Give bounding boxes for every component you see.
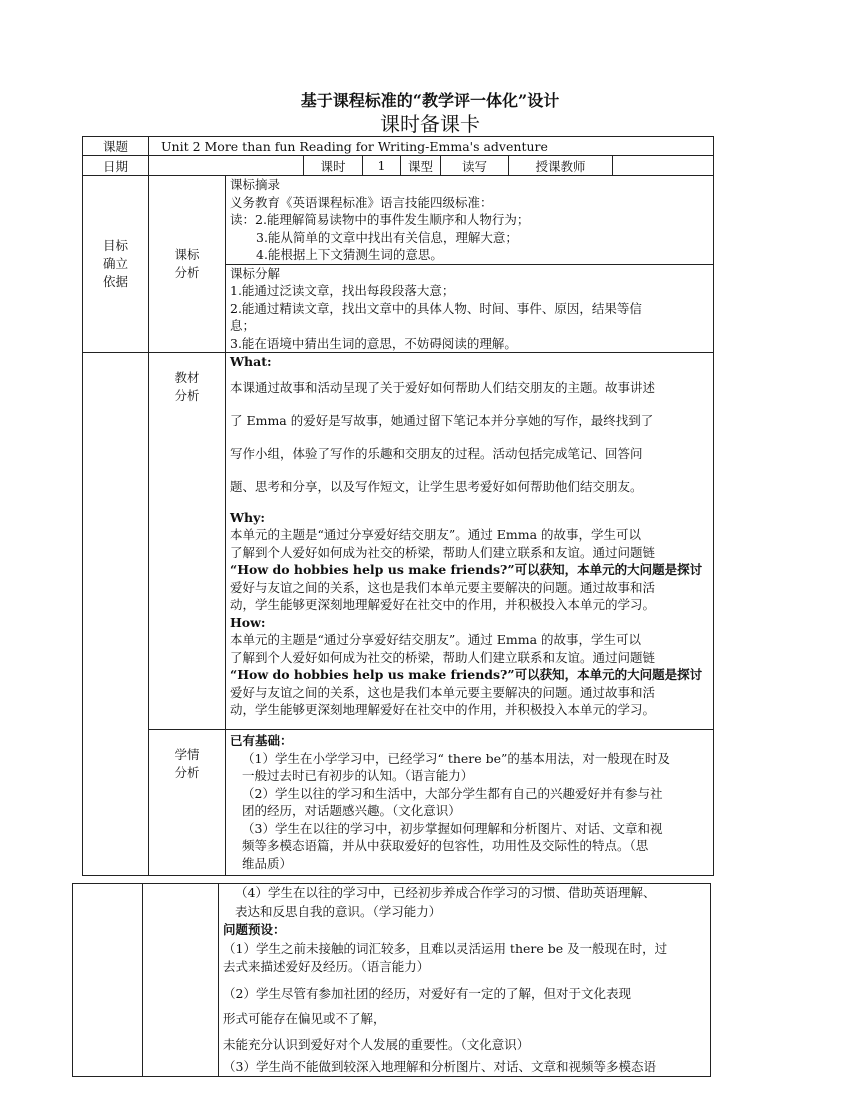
student-analysis-cell xyxy=(226,730,714,876)
problem-line: 未能充分认识到爱好对个人发展的重要性。（文化意识） xyxy=(223,1036,530,1052)
teacher-value xyxy=(613,156,714,176)
page-title: 基于课程标准的“教学评一体化”设计 xyxy=(300,91,560,110)
excerpt-line: 3.能从简单的文章中找出有关信息，理解大意； xyxy=(256,229,518,245)
period-label: 课时 xyxy=(304,156,363,176)
excerpt-line: 4.能根据上下文猜测生词的意思。 xyxy=(256,247,443,262)
basis-line: 维品质） xyxy=(242,855,293,871)
topic-label: 课题 xyxy=(83,137,149,156)
excerpt-line: 义务教育《英语课程标准》语言技能四级标准： xyxy=(230,194,493,210)
type-value: 读写 xyxy=(441,156,509,176)
type-label: 课型 xyxy=(401,156,441,176)
basis-line: （1）学生在小学学习中，已经学习“ there be”的基本用法，对一般现在时及 xyxy=(242,750,670,766)
topic-value: Unit 2 More than fun Reading for Writing-Emma's adventure xyxy=(149,137,714,156)
standard-breakdown-cell xyxy=(226,264,714,353)
cont-line: 表达和反思自我的意识。（学习能力） xyxy=(235,903,442,919)
cont-text-cell xyxy=(219,884,711,1077)
cont-line: （4）学生在以往的学习中，已经初步养成合作学习的习惯、借助英语理解、 xyxy=(235,885,656,900)
what-text: 本课通过故事和活动呈现了关于爱好如何帮助人们结交朋友的主题。故事讲述 了 Emma 的爱好是写故事，她通过留下笔记本并分享她的写作，最终找到了 写作小组，体验了写作的乐趣和交朋友的过程。活动包括完成笔记、回答问 题、思考和分享，以及写作短文，让学生思考爱好如何帮助他们结交朋友。 xyxy=(230,379,656,494)
breakdown-line: 3.能在语境中猜出生词的意思，不妨碍阅读的理解。 xyxy=(230,335,517,351)
basis-line: 团的经历，对话题感兴趣。（文化意识） xyxy=(242,803,461,818)
how-text: 本单元的主题是“通过分享爱好结交朋友”。通过 Emma 的故事，学生可以 了解到个人爱好如何成为社交的桥梁，帮助人们建立联系和友谊。通过问题链 “How do hobbies help us make friends?”可以获知，本单元的大问题是探讨 爱好与友谊之间的关系，这也是我们本单元要主要解决的问题。通过故事和活 动，学生能够更深刻地理解爱好在社交中的作用，并积极投入本单元的学习。 xyxy=(230,632,703,717)
teacher-label: 授课教师 xyxy=(509,156,613,176)
breakdown-line: 息； xyxy=(230,318,256,333)
lesson-card-table xyxy=(82,136,714,876)
problem-line: （3）学生尚不能做到较深入地理解和分析图片、对话、文章和视频等多模态语 xyxy=(223,1058,656,1074)
standard-analysis-label: 课标分析 xyxy=(149,176,226,353)
date-value xyxy=(149,156,304,176)
textbook-analysis-label: 教材分析 xyxy=(149,353,226,730)
problem-line: （2）学生尽管有参加社团的经历，对爱好有一定的了解，但对于文化表现 xyxy=(223,985,631,1001)
problem-line: 形式可能存在偏见或不了解， xyxy=(223,1010,386,1026)
problem-line: 去式来描述爱好及经历。（语言能力） xyxy=(223,959,430,974)
problems-label: 问题预设： xyxy=(223,922,286,937)
how-label: How: xyxy=(230,614,266,630)
continuation-table xyxy=(72,883,711,1077)
basis-line: （3）学生在以往的学习中，初步掌握如何理解和分析图片、对话、文章和视 xyxy=(242,820,663,836)
why-label: Why: xyxy=(230,509,266,525)
date-label: 日期 xyxy=(83,156,149,176)
what-label: What: xyxy=(230,354,272,369)
basis-line: 一般过去时已有初步的认知。（语言能力） xyxy=(242,768,474,783)
student-analysis-label: 学情分析 xyxy=(149,730,226,876)
period-value: 1 xyxy=(363,156,401,176)
basis-line: 频等多模态语篇，并从中获取爱好的包容性，功用性及交际性的特点。（思 xyxy=(242,838,649,853)
excerpt-heading: 课标摘录 xyxy=(230,177,281,192)
breakdown-heading: 课标分解 xyxy=(230,265,281,281)
breakdown-line: 2.能通过精读文章，找出文章中的具体人物、时间、事件、原因，结果等信 xyxy=(230,300,642,316)
goal-basis-label: 目标确立依据 xyxy=(83,176,149,353)
basis-line: （2）学生以往的学习和生活中，大部分学生都有自己的兴趣爱好并有参与社 xyxy=(242,785,663,801)
basis-label: 已有基础： xyxy=(230,733,293,748)
breakdown-line: 1.能通过泛读文章，找出每段段落大意； xyxy=(230,283,455,298)
why-text: 本单元的主题是“通过分享爱好结交朋友”。通过 Emma 的故事，学生可以 了解到个人爱好如何成为社交的桥梁，帮助人们建立联系和友谊。通过问题链 “How do hobbies help us make friends?”可以获知，本单元的大问题是探讨 爱好与友谊之间的关系，这也是我们本单元要主要解决的问题。通过故事和活 动，学生能够更深刻地理解爱好在社交中的作用，并积极投入本单元的学习。 xyxy=(230,527,703,612)
page-subtitle: 课时备课卡 xyxy=(380,112,480,136)
standard-excerpt-cell xyxy=(226,176,714,265)
excerpt-line: 读：2.能理解简易读物中的事件发生顺序和人物行为； xyxy=(230,212,530,227)
problem-line: （1）学生之前未接触的词汇较多，且难以灵活运用 there be 及一般现在时，过 xyxy=(223,940,668,956)
cont-mid-cell xyxy=(143,884,219,1077)
cont-left-cell xyxy=(73,884,143,1077)
blank-left-cell xyxy=(83,353,149,876)
textbook-analysis-cell xyxy=(226,353,714,730)
